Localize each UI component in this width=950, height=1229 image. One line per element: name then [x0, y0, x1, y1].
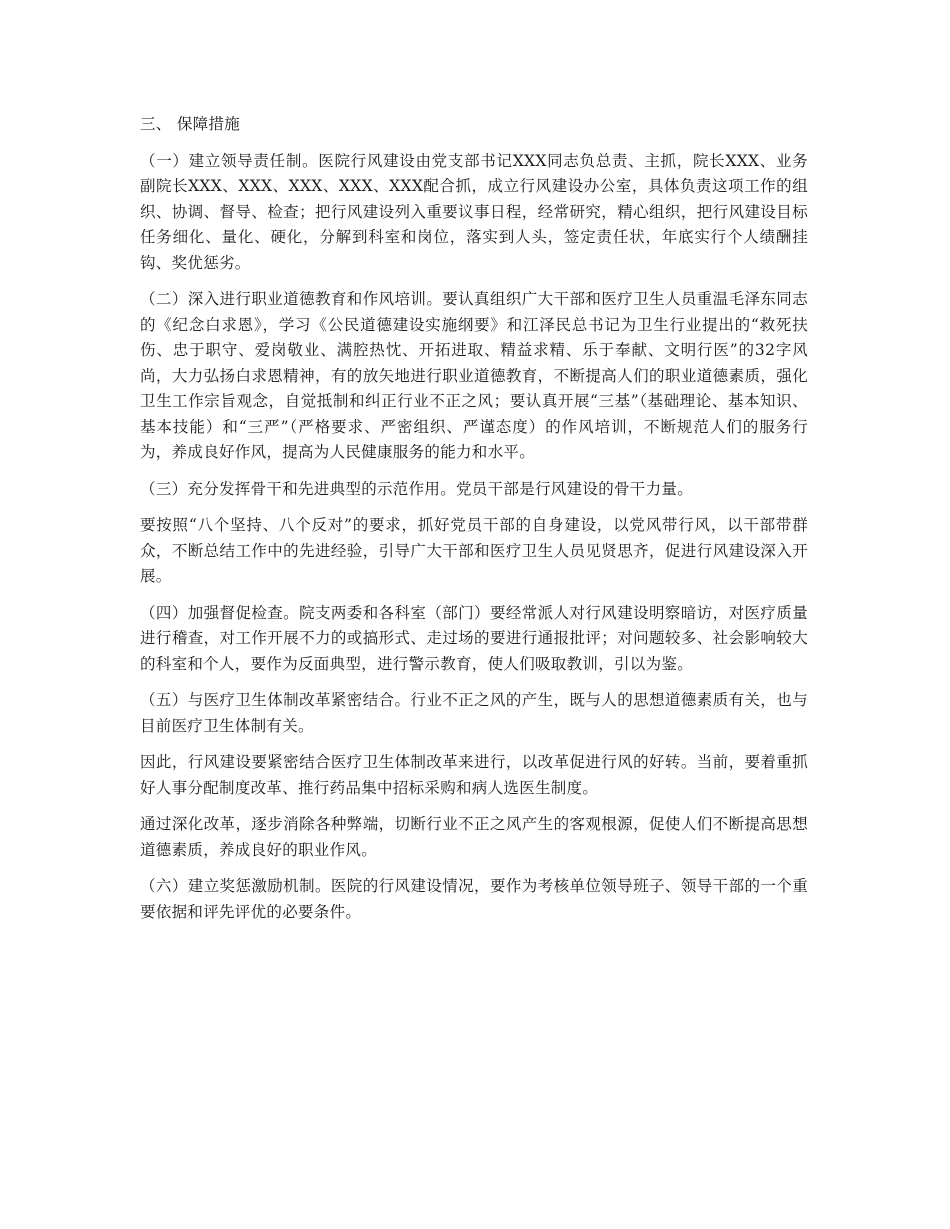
paragraph-deepen-reform: 通过深化改革，逐步消除各种弊端，切断行业不正之风产生的客观根源，促使人们不断提高思想道德素质，养成良好的职业作风。: [140, 815, 808, 859]
paragraph-party-cadres: 要按照“八个坚持、八个反对”的要求，抓好党员干部的自身建设，以党风带行风，以干部带群众，不断总结工作中的先进经验，引导广大干部和医疗卫生人员见贤思齐，促进行风建设深入开展。: [140, 516, 808, 585]
paragraph-reform-priorities: 因此，行风建设要紧密结合医疗卫生体制改革来进行，以改革促进行风的好转。当前，要着重抓好人事分配制度改革、推行药品集中招标采购和病人选医生制度。: [140, 753, 808, 797]
paragraph-leadership-responsibility: （一）建立领导责任制。医院行风建设由党支部书记XXX同志负总责、主抓，院长XXX、业务副院长XXX、XXX、XXX、XXX、XXX配合抓，成立行风建设办公室，具体负责这项工作的组织、协调、督导、检查；把行风建设列入重要议事日程，经常研究，精心组织，把行风建设目标任务细化、量化、硬化，分解到科室和岗位，落实到人头，签定责任状，年底实行个人绩酬挂钩、奖优惩劣。: [140, 151, 808, 272]
paragraph-health-reform: （五）与医疗卫生体制改革紧密结合。行业不正之风的产生，既与人的思想道德素质有关，也与目前医疗卫生体制有关。: [140, 691, 808, 735]
paragraph-ethics-education: （二）深入进行职业道德教育和作风培训。要认真组织广大干部和医疗卫生人员重温毛泽东同志的《纪念白求恩》，学习《公民道德建设实施纲要》和江泽民总书记为卫生行业提出的“救死扶伤、忠于职守、爱岗敬业、满腔热忱、开拓进取、精益求精、乐于奉献、文明行医”的32字风尚，大力弘扬白求恩精神，有的放矢地进行职业道德教育，不断提高人们的职业道德素质，强化卫生工作宗旨观念，自觉抵制和纠正行业不正之风；要认真开展“三基”（基础理论、基本知识、基本技能）和“三严”（严格要求、严密组织、严谨态度）的作风培训，不断规范人们的服务行为，养成良好作风，提高为人民健康服务的能力和水平。: [140, 290, 808, 461]
document-body: [140, 112, 808, 936]
paragraph-supervision: （四）加强督促检查。院支两委和各科室（部门）要经常派人对行风建设明察暗访，对医疗质量进行稽查，对工作开展不力的或搞形式、走过场的要进行通报批评；对问题较多、社会影响较大的科室和个人，要作为反面典型，进行警示教育，使人们吸取教训，引以为鉴。: [140, 603, 808, 673]
paragraph-exemplary-role: （三）充分发挥骨干和先进典型的示范作用。党员干部是行风建设的骨干力量。: [140, 479, 694, 498]
section-heading: 三、 保障措施: [140, 115, 241, 133]
paragraph-incentive-mechanism: （六）建立奖惩激励机制。医院的行风建设情况，要作为考核单位领导班子、领导干部的一个重要依据和评先评优的必要条件。: [140, 877, 808, 921]
